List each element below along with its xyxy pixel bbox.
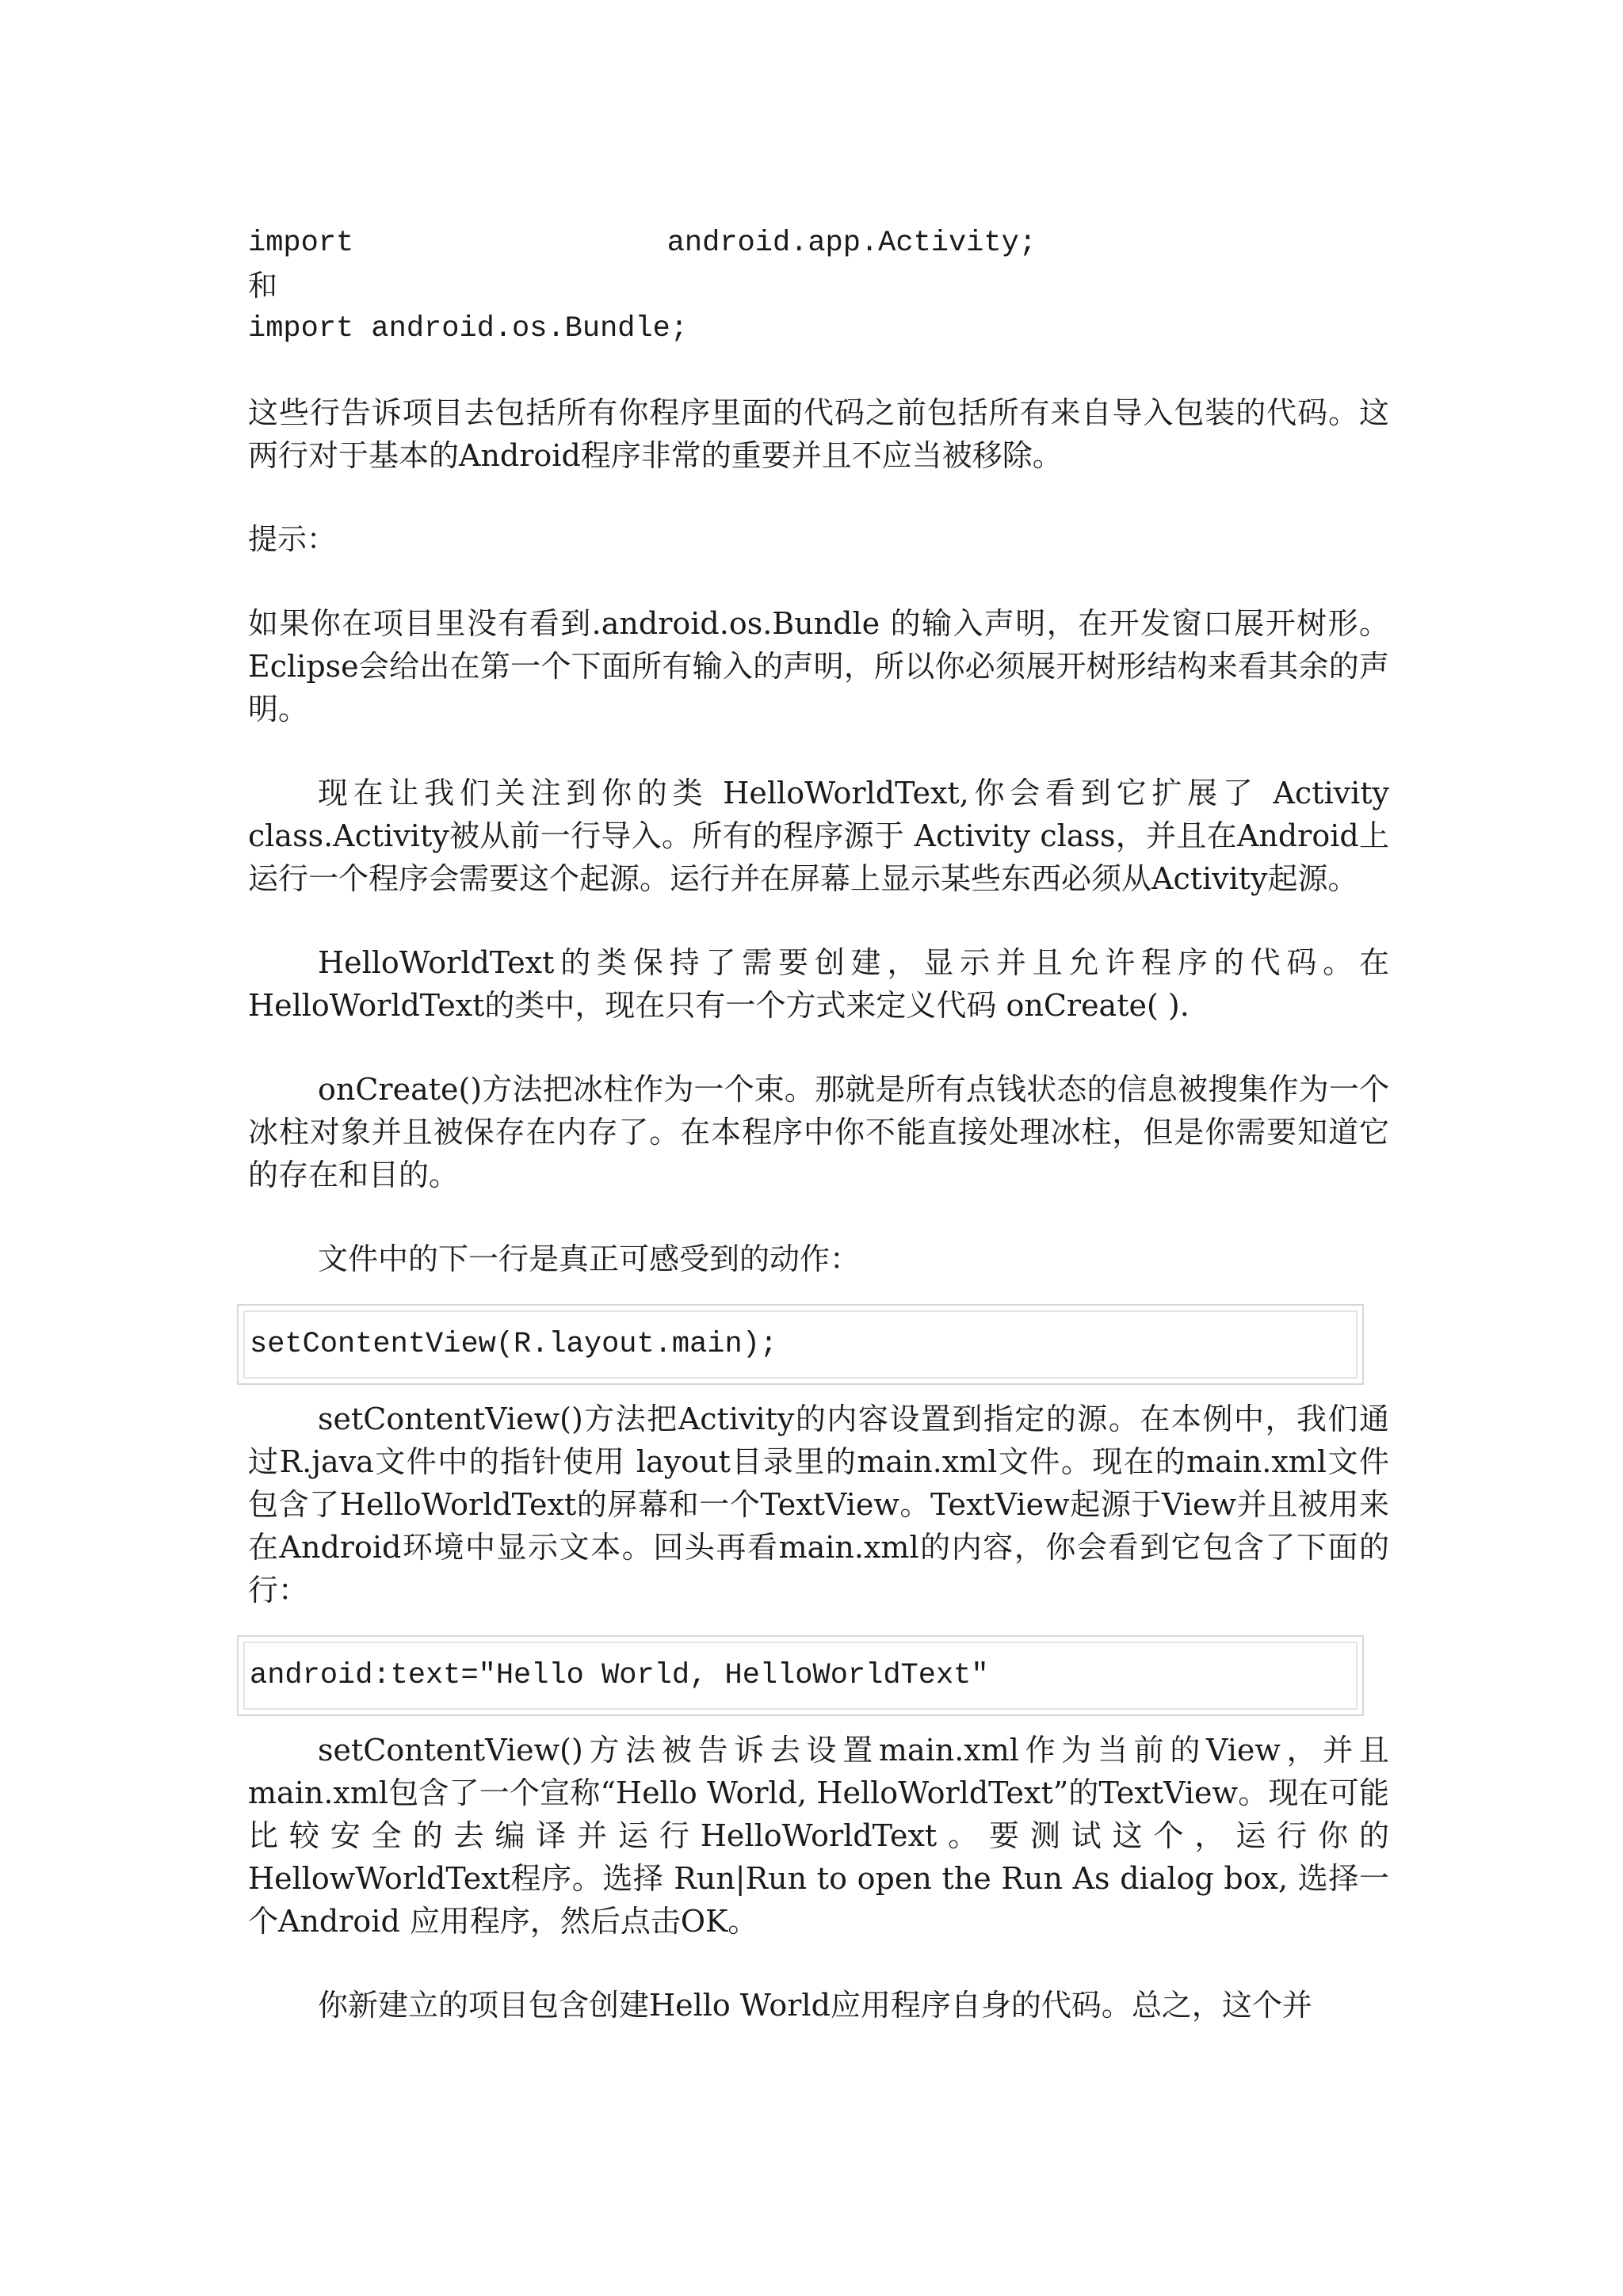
code-block-android-text <box>237 1635 1364 1716</box>
paragraph-oncreate: onCreate()方法把冰柱作为一个束。那就是所有点钱状态的信息被搜集作为一个冰柱对象并且被保存在内存了。在本程序中你不能直接处理冰柱，但是你需要知道它的存在和目的。 <box>248 1072 1389 1192</box>
code-block-setcontentview <box>237 1304 1364 1385</box>
import-keyword: import <box>248 227 354 260</box>
paragraph-setcontentview-explanation: setContentView()方法把Activity的内容设置到指定的源。在本例中，我们通过R.java文件中的指针使用 layout目录里的main.xml文件。现在的main.xml文件包含了HelloWorldText的屏幕和一个TextView。TextView起源于View并且被用来在Android环境中显示文本。回头再看main.xml的内容，你会看到它包含了下面的行： <box>248 1402 1389 1608</box>
paragraph-project-summary: 你新建立的项目包含创建Hello World应用程序自身的代码。总之，这个并 <box>318 1988 1312 2023</box>
paragraph-next-line: 文件中的下一行是真正可感受到的动作： <box>318 1241 861 1276</box>
import-package: android.app.Activity; <box>666 227 1037 260</box>
import-conjunction: 和 <box>248 269 277 303</box>
code-text-setcontentview: setContentView(R.layout.main); <box>243 1310 1358 1379</box>
document-page <box>248 222 1389 2027</box>
import-activity-line <box>248 222 1037 265</box>
tip-label: 提示： <box>248 522 336 556</box>
paragraph-tip-body: 如果你在项目里没有看到.android.os.Bundle 的输入声明，在开发窗口展开树形。Eclipse会给出在第一个下面所有输入的声明，所以你必须展开树形结构来看其余的声明。 <box>248 606 1389 727</box>
paragraph-run-instructions: setContentView()方法被告诉去设置main.xml作为当前的View，并且main.xml包含了一个宣称“Hello World, HelloWorldText”的TextView。现在可能比较安全的去编译并运行HelloWorldText。要测试这个，运行你的HellowWorldText程序。选择 Run|Run to open the Run As dialog box, 选择一个Android 应用程序，然后点击OK。 <box>248 1733 1389 1939</box>
paragraph-activity-class: 现在让我们关注到你的类 HelloWorldText,你会看到它扩展了 Activity class.Activity被从前一行导入。所有的程序源于 Activity class，并且在Android上运行一个程序会需要这个起源。运行并在屏幕上显示某些东西必须从Activity起源。 <box>248 776 1389 896</box>
paragraph-imports-explanation: 这些行告诉项目去包括所有你程序里面的代码之前包括所有来自导入包装的代码。这两行对于基本的Android程序非常的重要并且不应当被移除。 <box>248 395 1389 473</box>
paragraph-helloworldtext-class: HelloWorldText的类保持了需要创建，显示并且允许程序的代码。在HelloWorldText的类中，现在只有一个方式来定义代码 onCreate( ). <box>248 945 1389 1023</box>
import-bundle-line: import android.os.Bundle; <box>248 312 689 345</box>
code-text-android-text: android:text="Hello World, HelloWorldText" <box>243 1642 1358 1710</box>
